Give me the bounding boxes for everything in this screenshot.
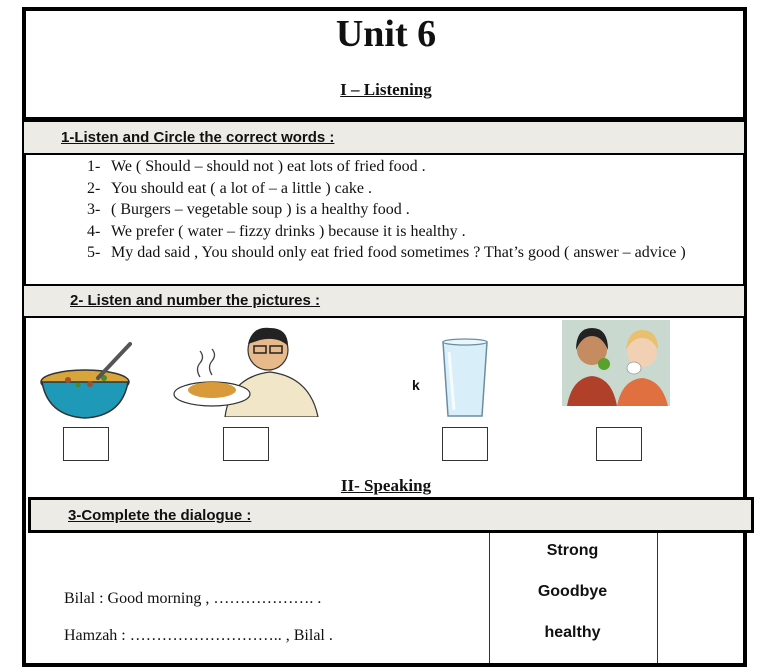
section3-title: 3-Complete the dialogue : bbox=[68, 507, 252, 524]
dialogue-line: Bilal : Good morning , ………………. . bbox=[64, 590, 322, 607]
section1-title: 1-Listen and Circle the correct words : bbox=[61, 129, 335, 146]
word-bank-item: healthy bbox=[544, 624, 601, 641]
list-item: 2- You should eat ( a lot of – a little ) cake . bbox=[87, 179, 372, 197]
glass-of-water-icon bbox=[440, 338, 490, 420]
man-with-fried-food-icon bbox=[170, 322, 320, 417]
answer-box[interactable] bbox=[223, 427, 269, 461]
word-bank-item: Goodbye bbox=[537, 583, 608, 600]
list-item: 4- We prefer ( water – fizzy drinks ) because it is healthy . bbox=[87, 222, 466, 240]
answer-box[interactable] bbox=[442, 427, 488, 461]
speaking-heading: II- Speaking bbox=[340, 476, 432, 495]
stray-letter: k bbox=[412, 377, 420, 393]
dialogue-line: Hamzah : ……………………….. , Bilal . bbox=[64, 627, 333, 644]
section2-title: 2- Listen and number the pictures : bbox=[70, 292, 321, 309]
word-bank-item: Strong bbox=[546, 542, 599, 559]
list-item: 5- My dad said , You should only eat fried food sometimes ? That’s good ( answer – advice ) bbox=[87, 244, 686, 262]
listening-heading: I – Listening bbox=[340, 80, 432, 99]
question-list bbox=[87, 156, 737, 264]
unit-title: Unit 6 bbox=[335, 13, 437, 55]
soup-bowl-icon bbox=[38, 338, 136, 422]
answer-box[interactable] bbox=[596, 427, 642, 461]
girls-eating-icon bbox=[562, 320, 670, 406]
list-item: 1- We ( Should – should not ) eat lots of fried food . bbox=[87, 158, 426, 175]
list-item: 3- ( Burgers – vegetable soup ) is a healthy food . bbox=[87, 201, 410, 219]
answer-box[interactable] bbox=[63, 427, 109, 461]
